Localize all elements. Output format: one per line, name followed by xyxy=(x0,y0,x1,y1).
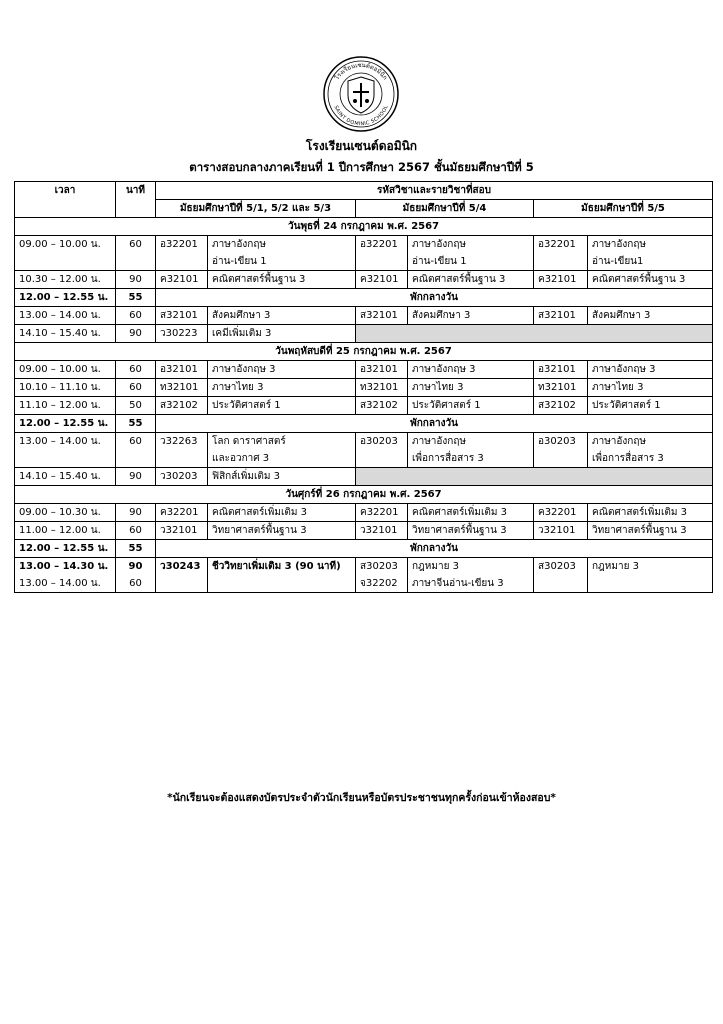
day-label: วันพุธที่ 24 กรกฎาคม พ.ศ. 2567 xyxy=(15,218,713,236)
subject-cell: ภาษาอังกฤษ 3 xyxy=(208,361,356,379)
subject-name-line2: อ่าน-เขียน1 xyxy=(592,256,644,267)
code-cell: อ32101 xyxy=(156,361,208,379)
code-cell: อ32101 xyxy=(534,361,588,379)
time-cell: 13.00 – 14.00 น. xyxy=(15,433,116,468)
subject-name: ภาษาอังกฤษ xyxy=(412,239,467,250)
subject-cell: ชีววิทยาเพิ่มเติม 3 (90 นาที) xyxy=(208,558,356,593)
code-cell: ส32101 xyxy=(156,307,208,325)
exam-schedule-table xyxy=(14,181,713,593)
time-cell: 13.00 – 14.00 น. xyxy=(15,307,116,325)
subject-cell: คณิตศาสตร์เพิ่มเติม 3 xyxy=(408,504,534,522)
time-cell: 12.00 – 12.55 น. xyxy=(15,289,116,307)
code-cell: ว30243 xyxy=(156,558,208,593)
table-row xyxy=(15,397,713,415)
table-row xyxy=(15,325,713,343)
school-name: โรงเรียนเซนต์ดอมินิก xyxy=(305,139,418,153)
minutes-cell: 50 xyxy=(116,397,156,415)
subject-cell: สังคมศึกษา 3 xyxy=(208,307,356,325)
subject-name-line2: อ่าน-เขียน 1 xyxy=(412,256,467,267)
minutes-cell: 60 xyxy=(116,307,156,325)
subject-cell: ภาษาอังกฤษ 3 xyxy=(588,361,713,379)
time-cell: 10.10 – 11.10 น. xyxy=(15,379,116,397)
code-cell: อ32201 xyxy=(534,236,588,271)
subject-cell: สังคมศึกษา 3 xyxy=(408,307,534,325)
break-row xyxy=(15,289,713,307)
time-cell: 14.10 – 15.40 น. xyxy=(15,468,116,486)
svg-text:โรงเรียนเซนต์ดอมินิก: โรงเรียนเซนต์ดอมินิก xyxy=(333,61,389,82)
code-cell: ท32101 xyxy=(156,379,208,397)
code-cell: ส32102 xyxy=(356,397,408,415)
table-row xyxy=(15,361,713,379)
time-cell: 12.00 – 12.55 น. xyxy=(15,540,116,558)
break-label: พักกลางวัน xyxy=(156,540,713,558)
table-row xyxy=(15,433,713,468)
table-row xyxy=(15,522,713,540)
code-cell: ว30203 xyxy=(156,468,208,486)
subject-name-line2: อ่าน-เขียน 1 xyxy=(212,256,267,267)
subject-cell: ประวัติศาสตร์ 1 xyxy=(208,397,356,415)
minutes-cell: 90 xyxy=(116,504,156,522)
subject-cell xyxy=(588,433,713,468)
time-cell: 11.00 – 12.00 น. xyxy=(15,522,116,540)
minutes-cell xyxy=(116,558,156,593)
day-row xyxy=(15,486,713,504)
subject-cell xyxy=(208,433,356,468)
code-cell: ส32102 xyxy=(156,397,208,415)
time-cell: 09.00 – 10.00 น. xyxy=(15,236,116,271)
code-cell xyxy=(356,558,408,593)
subject-cell: ประวัติศาสตร์ 1 xyxy=(588,397,713,415)
code-cell: ท32101 xyxy=(534,379,588,397)
minutes-cell: 90 xyxy=(116,271,156,289)
table-row xyxy=(15,271,713,289)
group-header-1: มัธยมศึกษาปีที่ 5/1, 5/2 และ 5/3 xyxy=(156,200,356,218)
minutes-cell: 55 xyxy=(116,289,156,307)
code-cell: ว32101 xyxy=(156,522,208,540)
minutes-line1: 90 xyxy=(128,561,143,572)
minutes-cell: 60 xyxy=(116,433,156,468)
code-cell: ท32101 xyxy=(356,379,408,397)
code-cell: ค32201 xyxy=(156,504,208,522)
time-cell: 14.10 – 15.40 น. xyxy=(15,325,116,343)
day-label: วันศุกร์ที่ 26 กรกฎาคม พ.ศ. 2567 xyxy=(15,486,713,504)
code-cell: อ32201 xyxy=(156,236,208,271)
code-cell: ว32101 xyxy=(534,522,588,540)
minutes-cell: 60 xyxy=(116,379,156,397)
time-cell: 09.00 – 10.00 น. xyxy=(15,361,116,379)
col-subjects-header: รหัสวิชาและรายวิชาที่สอบ xyxy=(156,182,713,200)
subject-cell: ประวัติศาสตร์ 1 xyxy=(408,397,534,415)
subject-cell xyxy=(408,558,534,593)
code-cell: ส32102 xyxy=(534,397,588,415)
minutes-cell: 55 xyxy=(116,415,156,433)
subject-cell: ภาษาไทย 3 xyxy=(208,379,356,397)
code-cell: อ30203 xyxy=(356,433,408,468)
school-logo xyxy=(322,55,400,133)
subject-cell: กฎหมาย 3 xyxy=(588,558,713,593)
subject-cell xyxy=(588,236,713,271)
time-cell: 11.10 – 12.00 น. xyxy=(15,397,116,415)
group-header-2: มัธยมศึกษาปีที่ 5/4 xyxy=(356,200,534,218)
minutes-cell: 90 xyxy=(116,468,156,486)
subject-name: โลก ดาราศาสตร์ xyxy=(212,436,286,447)
subject-cell: วิทยาศาสตร์พื้นฐาน 3 xyxy=(208,522,356,540)
group-header-3: มัธยมศึกษาปีที่ 5/5 xyxy=(534,200,713,218)
empty-cell xyxy=(356,325,713,343)
subject-cell: วิทยาศาสตร์พื้นฐาน 3 xyxy=(408,522,534,540)
minutes-cell: 90 xyxy=(116,325,156,343)
subject-name: ภาษาอังกฤษ xyxy=(412,436,467,447)
exam-title: ตารางสอบกลางภาคเรียนที่ 1 ปีการศึกษา 2567 ชั้นมัธยมศึกษาปีที่ 5 xyxy=(189,160,534,174)
table-row xyxy=(15,307,713,325)
col-minutes-header: นาที xyxy=(116,182,156,218)
day-label: วันพฤหัสบดีที่ 25 กรกฎาคม พ.ศ. 2567 xyxy=(15,343,713,361)
table-row xyxy=(15,558,713,593)
subject-name: ภาษาอังกฤษ xyxy=(592,436,647,447)
minutes-cell: 55 xyxy=(116,540,156,558)
time-cell: 12.00 – 12.55 น. xyxy=(15,415,116,433)
time-line2: 13.00 – 14.00 น. xyxy=(19,578,101,589)
subject-cell: คณิตศาสตร์เพิ่มเติม 3 xyxy=(208,504,356,522)
table-row xyxy=(15,236,713,271)
subject-cell: คณิตศาสตร์เพิ่มเติม 3 xyxy=(588,504,713,522)
table-row xyxy=(15,468,713,486)
table-row xyxy=(15,504,713,522)
code-cell: ค32101 xyxy=(156,271,208,289)
minutes-cell: 60 xyxy=(116,522,156,540)
subject-name: กฎหมาย 3 xyxy=(412,561,459,572)
subject-name-line2: ภาษาจีนอ่าน-เขียน 3 xyxy=(412,578,504,589)
col-time-header: เวลา xyxy=(15,182,116,218)
code-cell: ว32263 xyxy=(156,433,208,468)
footer-note: *นักเรียนจะต้องแสดงบัตรประจำตัวนักเรียนหรือบัตรประชาชนทุกครั้งก่อนเข้าห้องสอบ* xyxy=(167,792,556,804)
subject-name-line2: เพื่อการสื่อสาร 3 xyxy=(592,453,664,464)
subject-cell: ภาษาไทย 3 xyxy=(408,379,534,397)
svg-text:SAINT DOMINIC SCHOOL: SAINT DOMINIC SCHOOL xyxy=(332,104,390,128)
subject-name: ภาษาอังกฤษ xyxy=(212,239,267,250)
subject-cell: คณิตศาสตร์พื้นฐาน 3 xyxy=(408,271,534,289)
subject-cell: วิทยาศาสตร์พื้นฐาน 3 xyxy=(588,522,713,540)
subject-cell: สังคมศึกษา 3 xyxy=(588,307,713,325)
break-label: พักกลางวัน xyxy=(156,289,713,307)
code-cell: อ32201 xyxy=(356,236,408,271)
code-cell: อ30203 xyxy=(534,433,588,468)
time-cell xyxy=(15,558,116,593)
subject-cell: ภาษาอังกฤษ 3 xyxy=(408,361,534,379)
code-cell: ว30223 xyxy=(156,325,208,343)
minutes-line2: 60 xyxy=(129,578,142,589)
code-cell: อ32101 xyxy=(356,361,408,379)
subject-name: ภาษาอังกฤษ xyxy=(592,239,647,250)
empty-cell xyxy=(356,468,713,486)
time-line1: 13.00 – 14.30 น. xyxy=(19,561,109,572)
code-line2: จ32202 xyxy=(360,578,398,589)
code-cell: ค32201 xyxy=(534,504,588,522)
break-row xyxy=(15,415,713,433)
code-cell: ส30203 xyxy=(534,558,588,593)
minutes-cell: 60 xyxy=(116,236,156,271)
subject-cell: เคมีเพิ่มเติม 3 xyxy=(208,325,356,343)
code-cell: ส32101 xyxy=(534,307,588,325)
day-row xyxy=(15,218,713,236)
header-row xyxy=(15,182,713,200)
subject-name-line2: และอวกาศ 3 xyxy=(212,453,270,464)
break-label: พักกลางวัน xyxy=(156,415,713,433)
subject-name-line2: เพื่อการสื่อสาร 3 xyxy=(412,453,484,464)
subject-cell: ฟิสิกส์เพิ่มเติม 3 xyxy=(208,468,356,486)
subject-cell xyxy=(408,433,534,468)
subject-cell: คณิตศาสตร์พื้นฐาน 3 xyxy=(208,271,356,289)
code-line1: ส30203 xyxy=(360,561,398,572)
day-row xyxy=(15,343,713,361)
subject-cell xyxy=(408,236,534,271)
code-cell: ค32201 xyxy=(356,504,408,522)
break-row xyxy=(15,540,713,558)
table-row xyxy=(15,379,713,397)
subject-cell: ภาษาไทย 3 xyxy=(588,379,713,397)
time-cell: 10.30 – 12.00 น. xyxy=(15,271,116,289)
subject-cell xyxy=(208,236,356,271)
subject-cell: คณิตศาสตร์พื้นฐาน 3 xyxy=(588,271,713,289)
minutes-cell: 60 xyxy=(116,361,156,379)
code-cell: ค32101 xyxy=(356,271,408,289)
time-cell: 09.00 – 10.30 น. xyxy=(15,504,116,522)
code-cell: ว32101 xyxy=(356,522,408,540)
code-cell: ค32101 xyxy=(534,271,588,289)
code-cell: ส32101 xyxy=(356,307,408,325)
